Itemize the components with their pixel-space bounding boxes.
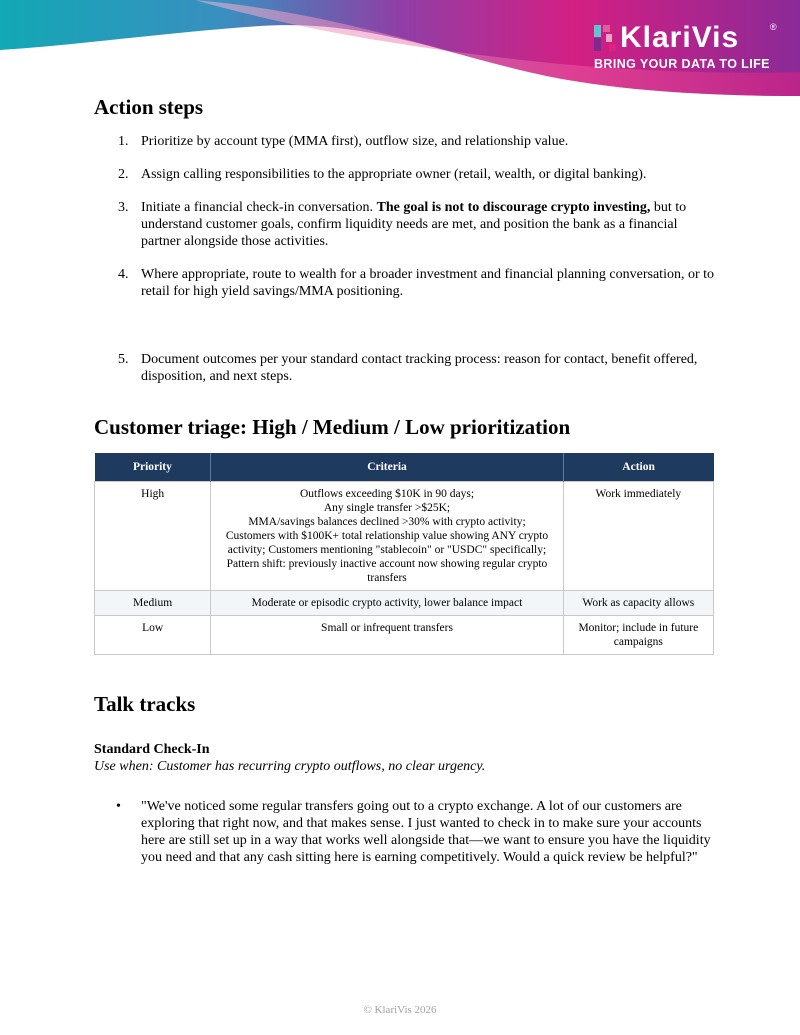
talk-track-quote bbox=[94, 798, 714, 866]
step-number: 4. bbox=[118, 267, 129, 282]
talk-tracks-heading: Talk tracks bbox=[94, 692, 196, 716]
criteria-cell: Moderate or episodic crypto activity, lower balance impact bbox=[211, 591, 563, 616]
triage-heading: Customer triage: High / Medium / Low prioritization bbox=[94, 415, 571, 439]
action-cell: Work immediately bbox=[563, 482, 713, 591]
table-row bbox=[95, 616, 714, 655]
priority-cell: Low bbox=[95, 616, 211, 655]
criteria-line: Customers with $100K+ total relationship value showing ANY crypto bbox=[225, 530, 549, 542]
action-step-1 bbox=[94, 133, 714, 150]
step-text-post: but to understand customer goals, confirm liquidity needs are met, and position the bank as a financial partner alongside those activities. bbox=[141, 200, 687, 249]
table-row bbox=[95, 482, 714, 591]
step-text: Assign calling responsibilities to the appropriate owner (retail, wealth, or digital banking). bbox=[141, 167, 647, 182]
step-number: 3. bbox=[118, 200, 129, 215]
klarivis-logo bbox=[594, 22, 784, 71]
action-step-5 bbox=[94, 351, 714, 385]
quote-text: "We've noticed some regular transfers going out to a crypto exchange. A lot of our customers are exploring that right now, and that makes sense. I just wanted to check in to make sure your accounts here are still set up in a way that works well alongside that—we want to ensure you have the liquidity you need and that any cash sitting here is earning competitively. Would a quick review be helpful?" bbox=[141, 799, 711, 865]
step-number: 2. bbox=[118, 167, 129, 182]
bullet-icon: • bbox=[116, 799, 121, 814]
registered-mark: ® bbox=[770, 22, 777, 32]
triage-header-row bbox=[95, 453, 714, 482]
table-row bbox=[95, 591, 714, 616]
col-header-priority: Priority bbox=[95, 453, 211, 482]
step-text-pre: Initiate a financial check-in conversation. bbox=[141, 200, 377, 215]
action-step-4 bbox=[94, 266, 714, 300]
logo-tagline: BRING YOUR DATA TO LIFE bbox=[594, 57, 770, 71]
talk-track-title: Standard Check-In bbox=[94, 742, 210, 757]
criteria-line: activity; Customers mentioning "stablecoin" or "USDC" specifically; bbox=[227, 544, 547, 556]
step-text: Document outcomes per your standard contact tracking process: reason for contact, benefit offered, disposition, and next steps. bbox=[141, 352, 698, 384]
action-step-3 bbox=[94, 199, 714, 250]
step-text: Where appropriate, route to wealth for a broader investment and financial planning conversation, or to retail for high yield savings/MMA positioning. bbox=[141, 267, 715, 299]
step-text-emphasis: The goal is not to discourage crypto investing, bbox=[376, 200, 651, 215]
talk-track-block bbox=[94, 741, 485, 775]
step-text: Prioritize by account type (MMA first), outflow size, and relationship value. bbox=[141, 134, 569, 149]
action-cell: Work as capacity allows bbox=[563, 591, 713, 616]
action-cell: Monitor; include in future campaigns bbox=[563, 616, 713, 655]
criteria-line: Outflows exceeding $10K in 90 days; bbox=[299, 488, 475, 500]
triage-table bbox=[94, 453, 714, 655]
priority-cell: High bbox=[95, 482, 211, 591]
action-steps-list bbox=[94, 133, 714, 385]
criteria-cell: Small or infrequent transfers bbox=[211, 616, 563, 655]
col-header-criteria: Criteria bbox=[211, 453, 563, 482]
step-number: 5. bbox=[118, 352, 129, 367]
criteria-line: Pattern shift: previously inactive account now showing regular crypto bbox=[226, 558, 548, 570]
klarivis-k-icon bbox=[594, 25, 618, 51]
page-footer: © KlariVis 2026 bbox=[363, 1004, 437, 1016]
action-step-2 bbox=[94, 166, 714, 183]
logo-wordmark: KlariVis bbox=[620, 21, 740, 54]
criteria-line: MMA/savings balances declined >30% with crypto activity; bbox=[248, 516, 526, 528]
criteria-line: transfers bbox=[367, 572, 407, 584]
priority-cell: Medium bbox=[95, 591, 211, 616]
step-number: 1. bbox=[118, 134, 129, 149]
criteria-cell bbox=[211, 482, 563, 591]
criteria-line: Any single transfer >$25K; bbox=[323, 502, 451, 514]
col-header-action: Action bbox=[563, 453, 713, 482]
talk-track-use-when: Use when: Customer has recurring crypto outflows, no clear urgency. bbox=[94, 759, 486, 774]
action-steps-heading: Action steps bbox=[94, 95, 204, 119]
